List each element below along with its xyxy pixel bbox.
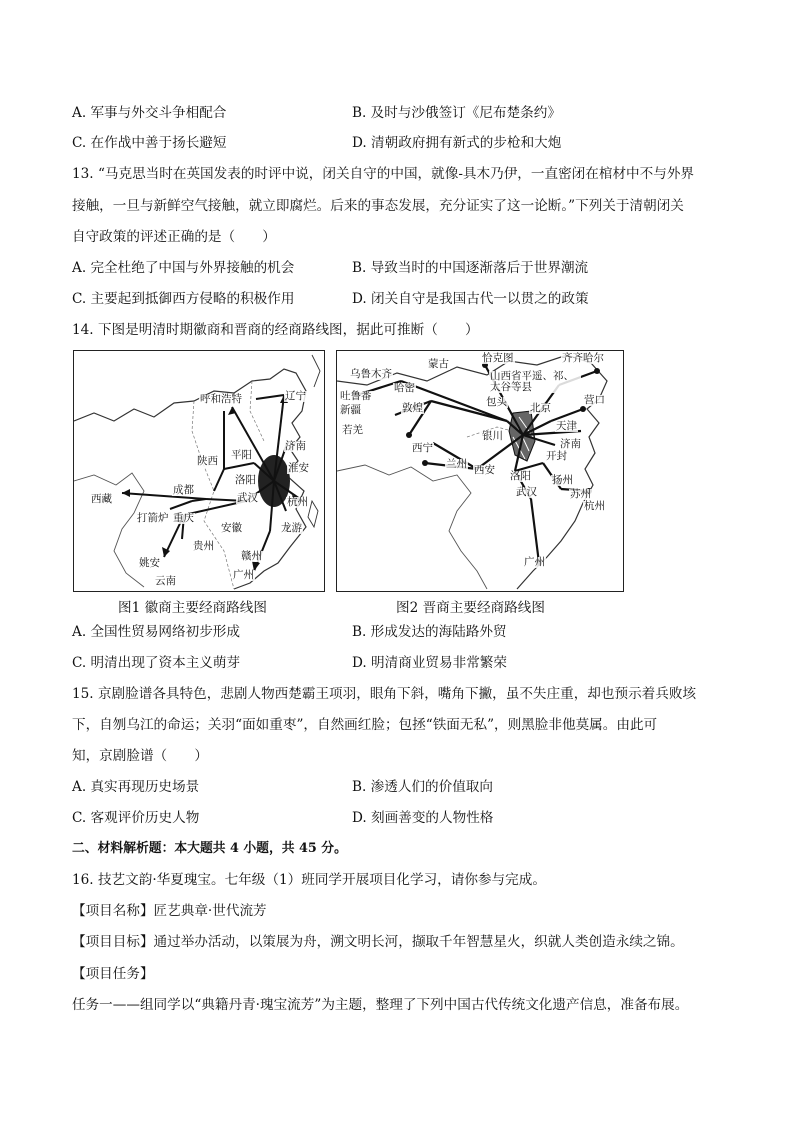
- map-jinshang-routes: [336, 350, 624, 592]
- map1-label-liaoning: 辽宁: [285, 390, 306, 402]
- q12-option-b: B. 及时与沙俄签订《尼布楚条约》: [352, 105, 561, 121]
- map2-label-xining: 西宁: [412, 442, 433, 454]
- map2-label-luoyang: 洛阳: [510, 470, 531, 482]
- map2-label-beijing: 北京: [530, 402, 551, 414]
- map2-label-ruoqiang: 若羌: [342, 424, 363, 436]
- q16-task1: 任务一——组同学以“典籍丹青·瑰宝流芳”为主题，整理了下列中国古代传统文化遗产信息，准备布展。: [72, 997, 689, 1013]
- map1-label-tibet: 西藏: [91, 493, 112, 505]
- map2-label-yingkou: 营口: [584, 394, 605, 406]
- q15-option-c: C. 客观评价历史人物: [72, 810, 200, 826]
- map2-label-hangzhou: 杭州: [584, 500, 605, 512]
- map2-label-tianjin: 天津: [556, 420, 577, 432]
- map2-label-menggu: 蒙古: [428, 358, 449, 370]
- map2-label-lanzhou: 兰州: [446, 458, 467, 470]
- map2-label-turpan: 吐鲁番: [340, 390, 372, 402]
- map1-label-yunnan: 云南: [155, 575, 176, 587]
- map2-label-xian: 西安: [474, 464, 495, 476]
- map1-label-ganzhou: 赣州: [241, 550, 262, 562]
- map1-label-chongqing: 重庆: [173, 512, 194, 524]
- q13-option-a: A. 完全杜绝了中国与外界接触的机会: [72, 260, 295, 276]
- map1-label-dajianlu: 打箭炉: [137, 512, 169, 524]
- map1-label-longyou: 龙游: [281, 522, 302, 534]
- map2-label-kaifeng: 开封: [546, 450, 567, 462]
- section-heading: 二、材料解析题：本大题共 4 小题，共 45 分。: [72, 841, 347, 856]
- map1-label-chengdu: 成都: [173, 484, 194, 496]
- q16-project-name: 【项目名称】匠艺典章·世代流芳: [72, 903, 267, 919]
- map2-label-shanxi-towns: 山西省平遥、祁、太谷等县: [489, 371, 581, 393]
- map1-label-luoyang: 洛阳: [235, 474, 256, 486]
- map2-label-urumqi: 乌鲁木齐: [350, 368, 392, 380]
- map2-label-xinjiang: 新疆: [340, 404, 361, 416]
- q15-stem-line2: 下，自刎乌江的命运；关羽“面如重枣”，自然画红脸；包拯“铁面无私”，则黑脸非他莫属。由此可: [72, 717, 658, 733]
- map-huishang-routes: [73, 350, 325, 592]
- map2-label-yinchuan: 银川: [482, 430, 503, 442]
- map2-label-guangzhou: 广州: [524, 556, 545, 568]
- q14-stem: 14. 下图是明清时期徽商和晋商的经商路线图，据此可推断（ ）: [72, 322, 479, 338]
- map1-label-huaian: 淮安: [288, 462, 309, 474]
- q13-stem-line1: 13. “马克思当时在英国发表的时评中说，闭关自守的中国，就像-具木乃伊，一直密闭在棺材中不与外界: [72, 166, 695, 182]
- q15-option-b: B. 渗透人们的价值取向: [352, 779, 493, 795]
- q16-stem: 16. 技艺文韵·华夏瑰宝。七年级（1）班同学开展项目化学习，请你参与完成。: [72, 872, 546, 888]
- map1-label-guangzhou: 广州: [233, 569, 254, 581]
- map1-label-yaoan: 姚安: [139, 557, 160, 569]
- map2-label-suzhou: 苏州: [570, 488, 591, 500]
- map2-label-hami: 哈密: [394, 382, 415, 394]
- q16-project-goal: 【项目目标】通过举办活动，以策展为舟，溯文明长河，撷取千年智慧星火，织就人类创造永续之锦。: [72, 934, 684, 950]
- map2-label-baotou: 包头: [486, 396, 507, 408]
- q14-option-a: A. 全国性贸易网络初步形成: [72, 624, 240, 640]
- q13-option-b: B. 导致当时的中国逐渐落后于世界潮流: [352, 260, 589, 276]
- q16-task-title: 【项目任务】: [72, 966, 154, 982]
- q12-option-a: A. 军事与外交斗争相配合: [72, 105, 227, 121]
- map2-label-qiqihar: 齐齐哈尔: [562, 352, 604, 364]
- q15-stem-line1: 15. 京剧脸谱各具特色，悲剧人物西楚霸王项羽，眼角下斜，嘴角下撇，虽不失庄重，却也预示着兵败垓: [72, 686, 697, 702]
- map1-label-hohhot: 呼和浩特: [200, 393, 242, 405]
- q14-option-c: C. 明清出现了资本主义萌芽: [72, 655, 241, 671]
- q12-option-d: D. 清朝政府拥有新式的步枪和大炮: [352, 135, 562, 151]
- map2-label-dunhuang: 敦煌: [402, 402, 423, 414]
- q15-option-a: A. 真实再现历史场景: [72, 779, 200, 795]
- q15-stem-line3: 知，京剧脸谱（ ）: [72, 748, 208, 764]
- map1-label-guizhou: 贵州: [193, 540, 214, 552]
- map1-label-wuhan: 武汉: [237, 492, 258, 504]
- map1-label-jinan: 济南: [285, 440, 306, 452]
- q13-option-c: C. 主要起到抵御西方侵略的积极作用: [72, 291, 295, 307]
- q14-option-b: B. 形成发达的海陆路外贸: [352, 624, 507, 640]
- q14-option-d: D. 明清商业贸易非常繁荣: [352, 655, 507, 671]
- map1-label-shaanxi: 陕西: [197, 455, 218, 467]
- q13-option-d: D. 闭关自守是我国古代一以贯之的政策: [352, 291, 589, 307]
- q12-option-c: C. 在作战中善于扬长避短: [72, 135, 227, 151]
- map2-label-jinan: 济南: [560, 438, 581, 450]
- q13-stem-line2: 接触，一旦与新鲜空气接触，就立即腐烂。后来的事态发展，充分证实了这一论断。”下列关于清朝闭关: [72, 198, 684, 214]
- map2-caption: 图2 晋商主要经商路线图: [396, 600, 545, 616]
- map1-label-anhui: 安徽: [221, 522, 242, 534]
- map1-label-hangzhou: 杭州: [287, 496, 308, 508]
- map1-caption: 图1 徽商主要经商路线图: [118, 600, 267, 616]
- map1-label-pingyang: 平阳: [231, 449, 252, 461]
- q13-stem-line3: 自守政策的评述正确的是（ ）: [72, 229, 276, 245]
- q15-option-d: D. 刻画善变的人物性格: [352, 810, 494, 826]
- map2-label-kiakhta: 恰克图: [482, 352, 514, 364]
- map2-label-yangzhou: 扬州: [552, 474, 573, 486]
- map2-label-wuhan: 武汉: [516, 486, 537, 498]
